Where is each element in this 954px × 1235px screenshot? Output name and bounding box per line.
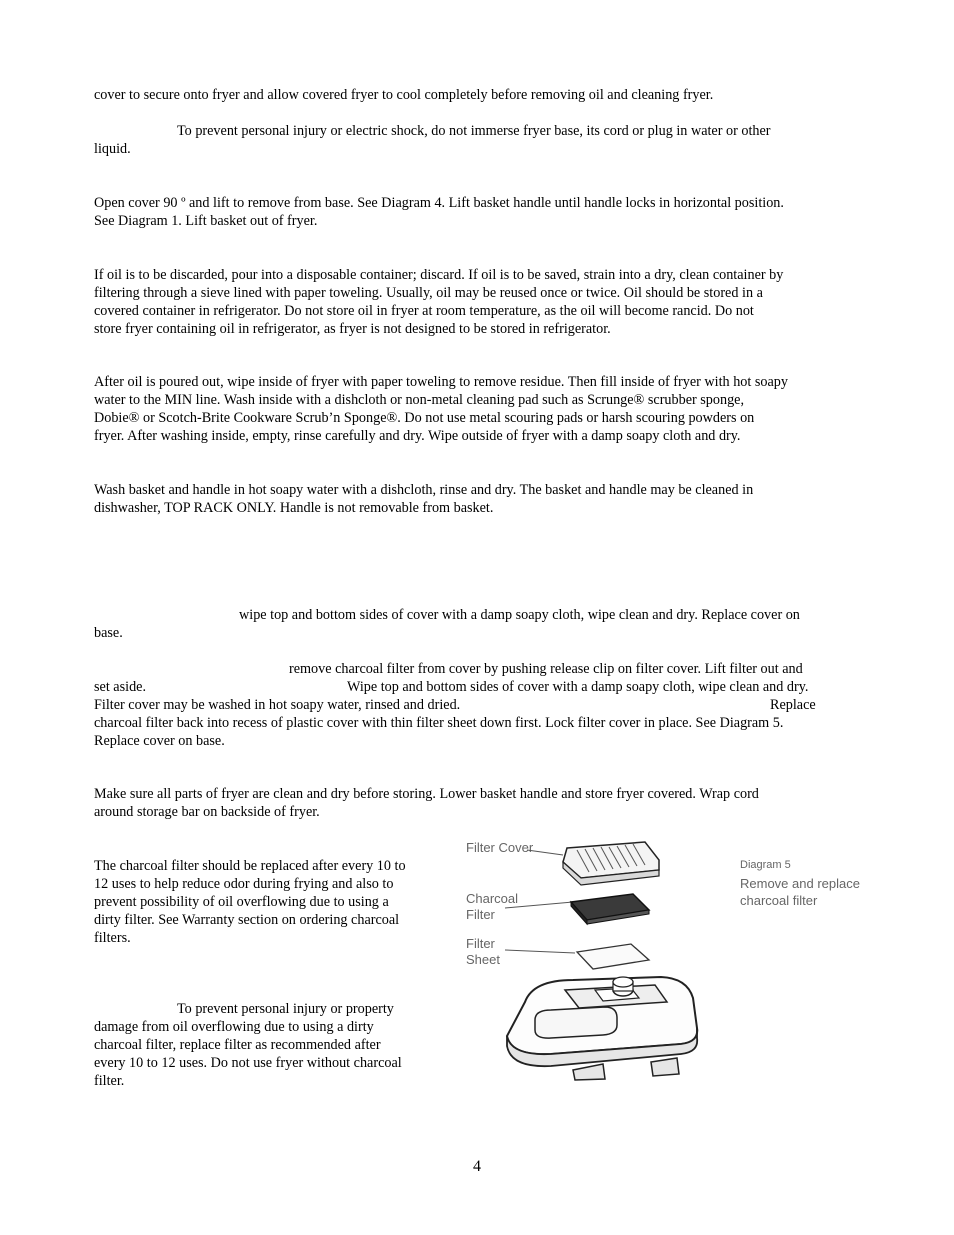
paragraph-wipe-cover: wipe top and bottom sides of cover with a damp soapy cloth, wipe clean and dry. Replace cover on base. [94,607,800,641]
paragraph-shock-caution: To prevent personal injury or electric shock, do not immerse fryer base, its cord or plug in water or other liquid. [94,123,771,157]
paragraph-storing: Make sure all parts of fryer are clean and dry before storing. Lower basket handle and store fryer covered. Wrap cord around storage bar on backside of fryer. [94,786,759,820]
charcoal-filter-shape [571,894,649,924]
paragraph-overflow-caution: To prevent personal injury or property damage from oil overflowing due to using a dirty charcoal filter, replace filter as recommended after every 10 to 12 uses. Do not use fryer without charcoal filter. [94,1001,402,1089]
diagram-title: Diagram 5 [740,859,791,871]
label-filter: Filter [466,907,495,922]
paragraph-replace-filter: The charcoal filter should be replaced after every 10 to 12 uses to help reduce odor during frying and also to prevent possibility of oil overflowing due to using a dirty filter. See Warranty section on ordering charcoal filters. [94,858,406,946]
diagram-5-charcoal-filter [455,830,885,1100]
label-filter-cover: Filter Cover [466,840,534,855]
leader-filter-sheet [505,950,575,953]
fryer-base-shape [507,977,697,1080]
paragraph-cool-fryer: cover to secure onto fryer and allow covered fryer to cool completely before removing oil and cleaning fryer. [94,87,714,103]
label-filter-sheet-2: Sheet [466,952,500,967]
page-number: 4 [473,1158,481,1175]
paragraph-clean-inside: After oil is poured out, wipe inside of fryer with paper toweling to remove residue. Then fill inside of fryer with hot soapy water to the MIN line. Wash inside with a dishcloth or non-metal cleaning pad such as Scrunge® scrubber sponge, Dobie® or Scotch-Brite Cookware Scrub’n Sponge®. Do not use metal scouring pads or harsh scouring powders on fryer. After washing inside, empty, rinse carefully and dry. Wipe outside of fryer with a damp soapy cloth and dry. [94,374,788,444]
filter-cover-shape [563,842,659,885]
label-filter-sheet-1: Filter [466,936,495,951]
diagram-caption-2: charcoal filter [740,893,818,908]
paragraph-charcoal-filter-cover: remove charcoal filter from cover by pushing release clip on filter cover. Lift filter out and set aside. Wipe top and bottom sides of cover with a damp soapy cloth, wipe clean and dry. Filter cover may be washed in hot soapy water, rinsed and dried. Replace charcoal filter back into recess of plastic cover with thin filter sheet down first. Lock filter cover in place. See Diagram 5. Replace cover on base. [94,661,816,749]
diagram-caption-1: Remove and replace [740,876,860,891]
paragraph-remove-basket: Open cover 90 º and lift to remove from base. See Diagram 4. Lift basket handle until handle locks in horizontal position. See Diagram 1. Lift basket out of fryer. [94,195,784,229]
paragraph-oil-storage: If oil is to be discarded, pour into a disposable container; discard. If oil is to be saved, strain into a dry, clean container by filtering through a sieve lined with paper toweling. Usually, oil may be reused once or twice. Oil should be stored in a covered container in refrigerator. Do not store oil in fryer at room temperature, as the oil will become rancid. Do not store fryer containing oil in refrigerator, as fryer is not designed to be stored in refrigerator. [94,267,784,337]
filter-sheet-shape [577,944,649,969]
paragraph-wash-basket: Wash basket and handle in hot soapy water with a dishcloth, rinse and dry. The basket and handle may be cleaned in dishwasher, TOP RACK ONLY. Handle is not removable from basket. [94,482,754,516]
label-charcoal: Charcoal [466,891,519,906]
